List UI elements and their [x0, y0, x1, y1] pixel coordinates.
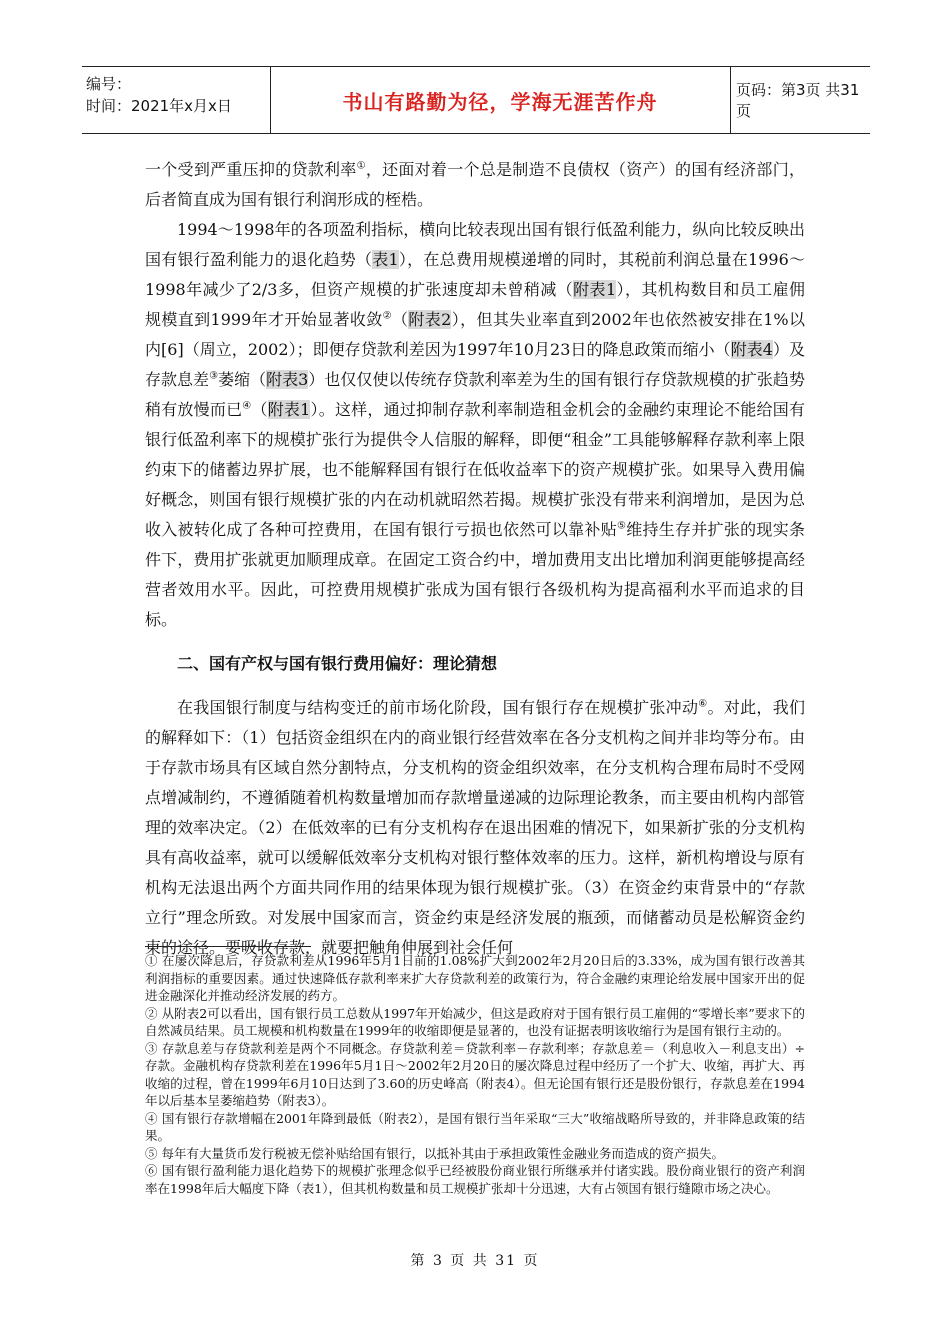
text-run: ，还面对着一个总是制造不良债权（资产）的国有经济部门，后者简直成为国有银行利润形成的桎梏。 [145, 160, 805, 209]
footnote-ref: ⑥ [698, 698, 708, 710]
footnote-ref: ④ [242, 400, 252, 412]
table-ref-link[interactable]: 附表1 [267, 400, 311, 419]
table-ref-link[interactable]: 附表1 [573, 280, 617, 299]
footnote-ref: ② [382, 310, 392, 322]
document-body [145, 155, 805, 963]
header-page-cell [730, 67, 870, 133]
text-run: 维持生存并扩张的现实条件下，费用扩张就更加顺理成章。在固定工资合约中，增加费用支出比增加利润更能够提高经营者效用水平。因此，可控费用规模扩张成为国有银行各级机构为提高福利水平而追求的目标。 [145, 520, 805, 629]
document-number-label: 编号： [86, 75, 132, 93]
text-run: （ [251, 400, 268, 419]
footnote-1: ① 在屡次降息后，存贷款利差从1996年5月1日前的1.08%扩大到2002年2月20日后的3.33%，成为国有银行改善其利润指标的重要因素。通过快速降低存款利率来扩大存贷款利差的政策行为，符合金融约束理论给发展中国家开出的促进金融深化并推动经济发展的药方。 [145, 953, 805, 1003]
footnote-separator [145, 946, 311, 947]
footnote-2: ② 从附表2可以看出，国有银行员工总数从1997年开始减少，但这是政府对于国有银行员工雇佣的“零增长率”要求下的自然减员结果。员工规模和机构数量在1999年的收缩即便是显著的，也没有证据表明该收缩行为是国有银行主动的。 [145, 1005, 805, 1038]
table-ref-link[interactable]: 附表2 [408, 310, 452, 329]
text-run: ），其机构数目和员工雇佣规模直到1999年才开始显著收敛 [145, 280, 805, 329]
section-heading: 二、国有产权与国有银行费用偏好：理论猜想 [177, 654, 498, 673]
page-footer: 第 3 页 共 31 页 [410, 1253, 540, 1269]
text-run: ）也仅仅使以传统存贷款利率差为生的国有银行存贷款规模的扩张趋势稍有放慢而已 [145, 370, 805, 419]
text-run: ）及存款息差 [145, 340, 805, 389]
footnote-6: ⑥ 国有银行盈利能力退化趋势下的规模扩张理念似乎已经被股份商业银行所继承并付诸实践。股份商业银行的资产利润率在1998年后大幅度下降（表1），但其机构数量和员工规模扩张却十分迅速，大有占领国有银行缝隙市场之决心。 [145, 1163, 805, 1196]
text-run: ），在总费用规模递增的同时，其税前利润总量在1996～1998年减少了2/3多，但资产规模的扩张速度却未曾稍减（ [145, 250, 805, 299]
footnote-3: ③ 存款息差与存贷款利差是两个不同概念。存贷款利差＝贷款利率－存款利率；存款息差＝（利息收入－利息支出）÷存款。金融机构存贷款利差在1996年5月1日～2002年2月20日的屡次降息过程中经历了一个扩大、收缩，再扩大、再收缩的过程，曾在1999年6月10日达到了3.60的历史峰高（附表4）。但无论国有银行还是股份银行，存款息差在1994年以后基本呈萎缩趋势（附表3）。 [145, 1040, 805, 1108]
footnote-ref: ⑤ [616, 520, 627, 532]
footnote-ref: ① [356, 160, 366, 172]
footnote-5: ⑤ 每年有大量货币发行税被无偿补贴给国有银行，以抵补其由于承担政策性金融业务而造成的资产损失。 [145, 1145, 724, 1161]
table-ref-link[interactable]: 附表4 [730, 340, 773, 359]
text-run: 在我国银行制度与结构变迁的前市场化阶段，国有银行存在规模扩张冲动 [177, 698, 699, 717]
paragraph-1 [145, 155, 805, 215]
header-page-info: 页码：第3页 共31页 [736, 81, 860, 120]
text-run: ），但其失业率直到2002年也依然被安排在1%以内[6]（周立，2002）；即便存贷款利差因为1997年10月23日的降息政策而缩小（ [145, 310, 805, 359]
paragraph-3 [145, 693, 805, 963]
footnote-4: ④ 国有银行存款增幅在2001年降到最低（附表2），是国有银行当年采取“三大”收缩战略所导致的，并非降息政策的结果。 [145, 1110, 805, 1143]
header-motto: 书山有路勤为径，学海无涯苦作舟 [342, 89, 658, 114]
text-run: 1994～1998年的各项盈利指标，横向比较表现出国有银行低盈利能力，纵向比较反映出国有银行盈利能力的退化趋势（ [145, 220, 805, 269]
text-run: （ [391, 310, 409, 329]
page-header [82, 66, 870, 134]
text-run: 一个受到严重压抑的贷款利率 [145, 160, 357, 179]
header-motto-cell [270, 67, 731, 133]
header-meta [82, 67, 271, 133]
footnote-ref: ③ [209, 370, 219, 382]
table-ref-link[interactable]: 附表3 [266, 370, 309, 389]
document-date-label: 时间：2021年x月x日 [86, 97, 232, 115]
table-ref-link[interactable]: 表1 [372, 250, 399, 269]
paragraph-2 [145, 215, 805, 635]
text-run: ）。这样，通过抑制存款利率制造租金机会的金融约束理论不能给国有银行低盈利率下的规模扩张行为提供令人信服的解释，即便“租金”工具能够解释存款利率上限约束下的储蓄边界扩展，也不能解释国有银行在低收益率下的资产规模扩张。如果导入费用偏好概念，则国有银行规模扩张的内在动机就昭然若揭。规模扩张没有带来利润增加，是因为总收入被转化成了各种可控费用，在国有银行亏损也依然可以靠补贴 [145, 400, 805, 539]
text-run: 萎缩（ [218, 370, 267, 389]
footnotes [145, 952, 805, 1197]
text-run: 。对此，我们的解释如下：（1）包括资金组织在内的商业银行经营效率在各分支机构之间并非均等分布。由于存款市场具有区域自然分割特点，分支机构的资金组织效率，在分支机构合理布局时不受网点增减制约，不遵循随着机构数量增加而存款增量递减的边际理论教条，而主要由机构内部管理的效率决定。（2）在低效率的已有分支机构存在退出困难的情况下，如果新扩张的分支机构具有高收益率，就可以缓解低效率分支机构对银行整体效率的压力。这样，新机构增设与原有机构无法退出两个方面共同作用的结果体现为银行规模扩张。（3）在资金约束背景中的“存款立行”理念所致。对发展中国家而言，资金约束是经济发展的瓶颈，而储蓄动员是松解资金约束的途径。要吸收存款，就要把触角伸展到社会任何 [145, 698, 805, 957]
